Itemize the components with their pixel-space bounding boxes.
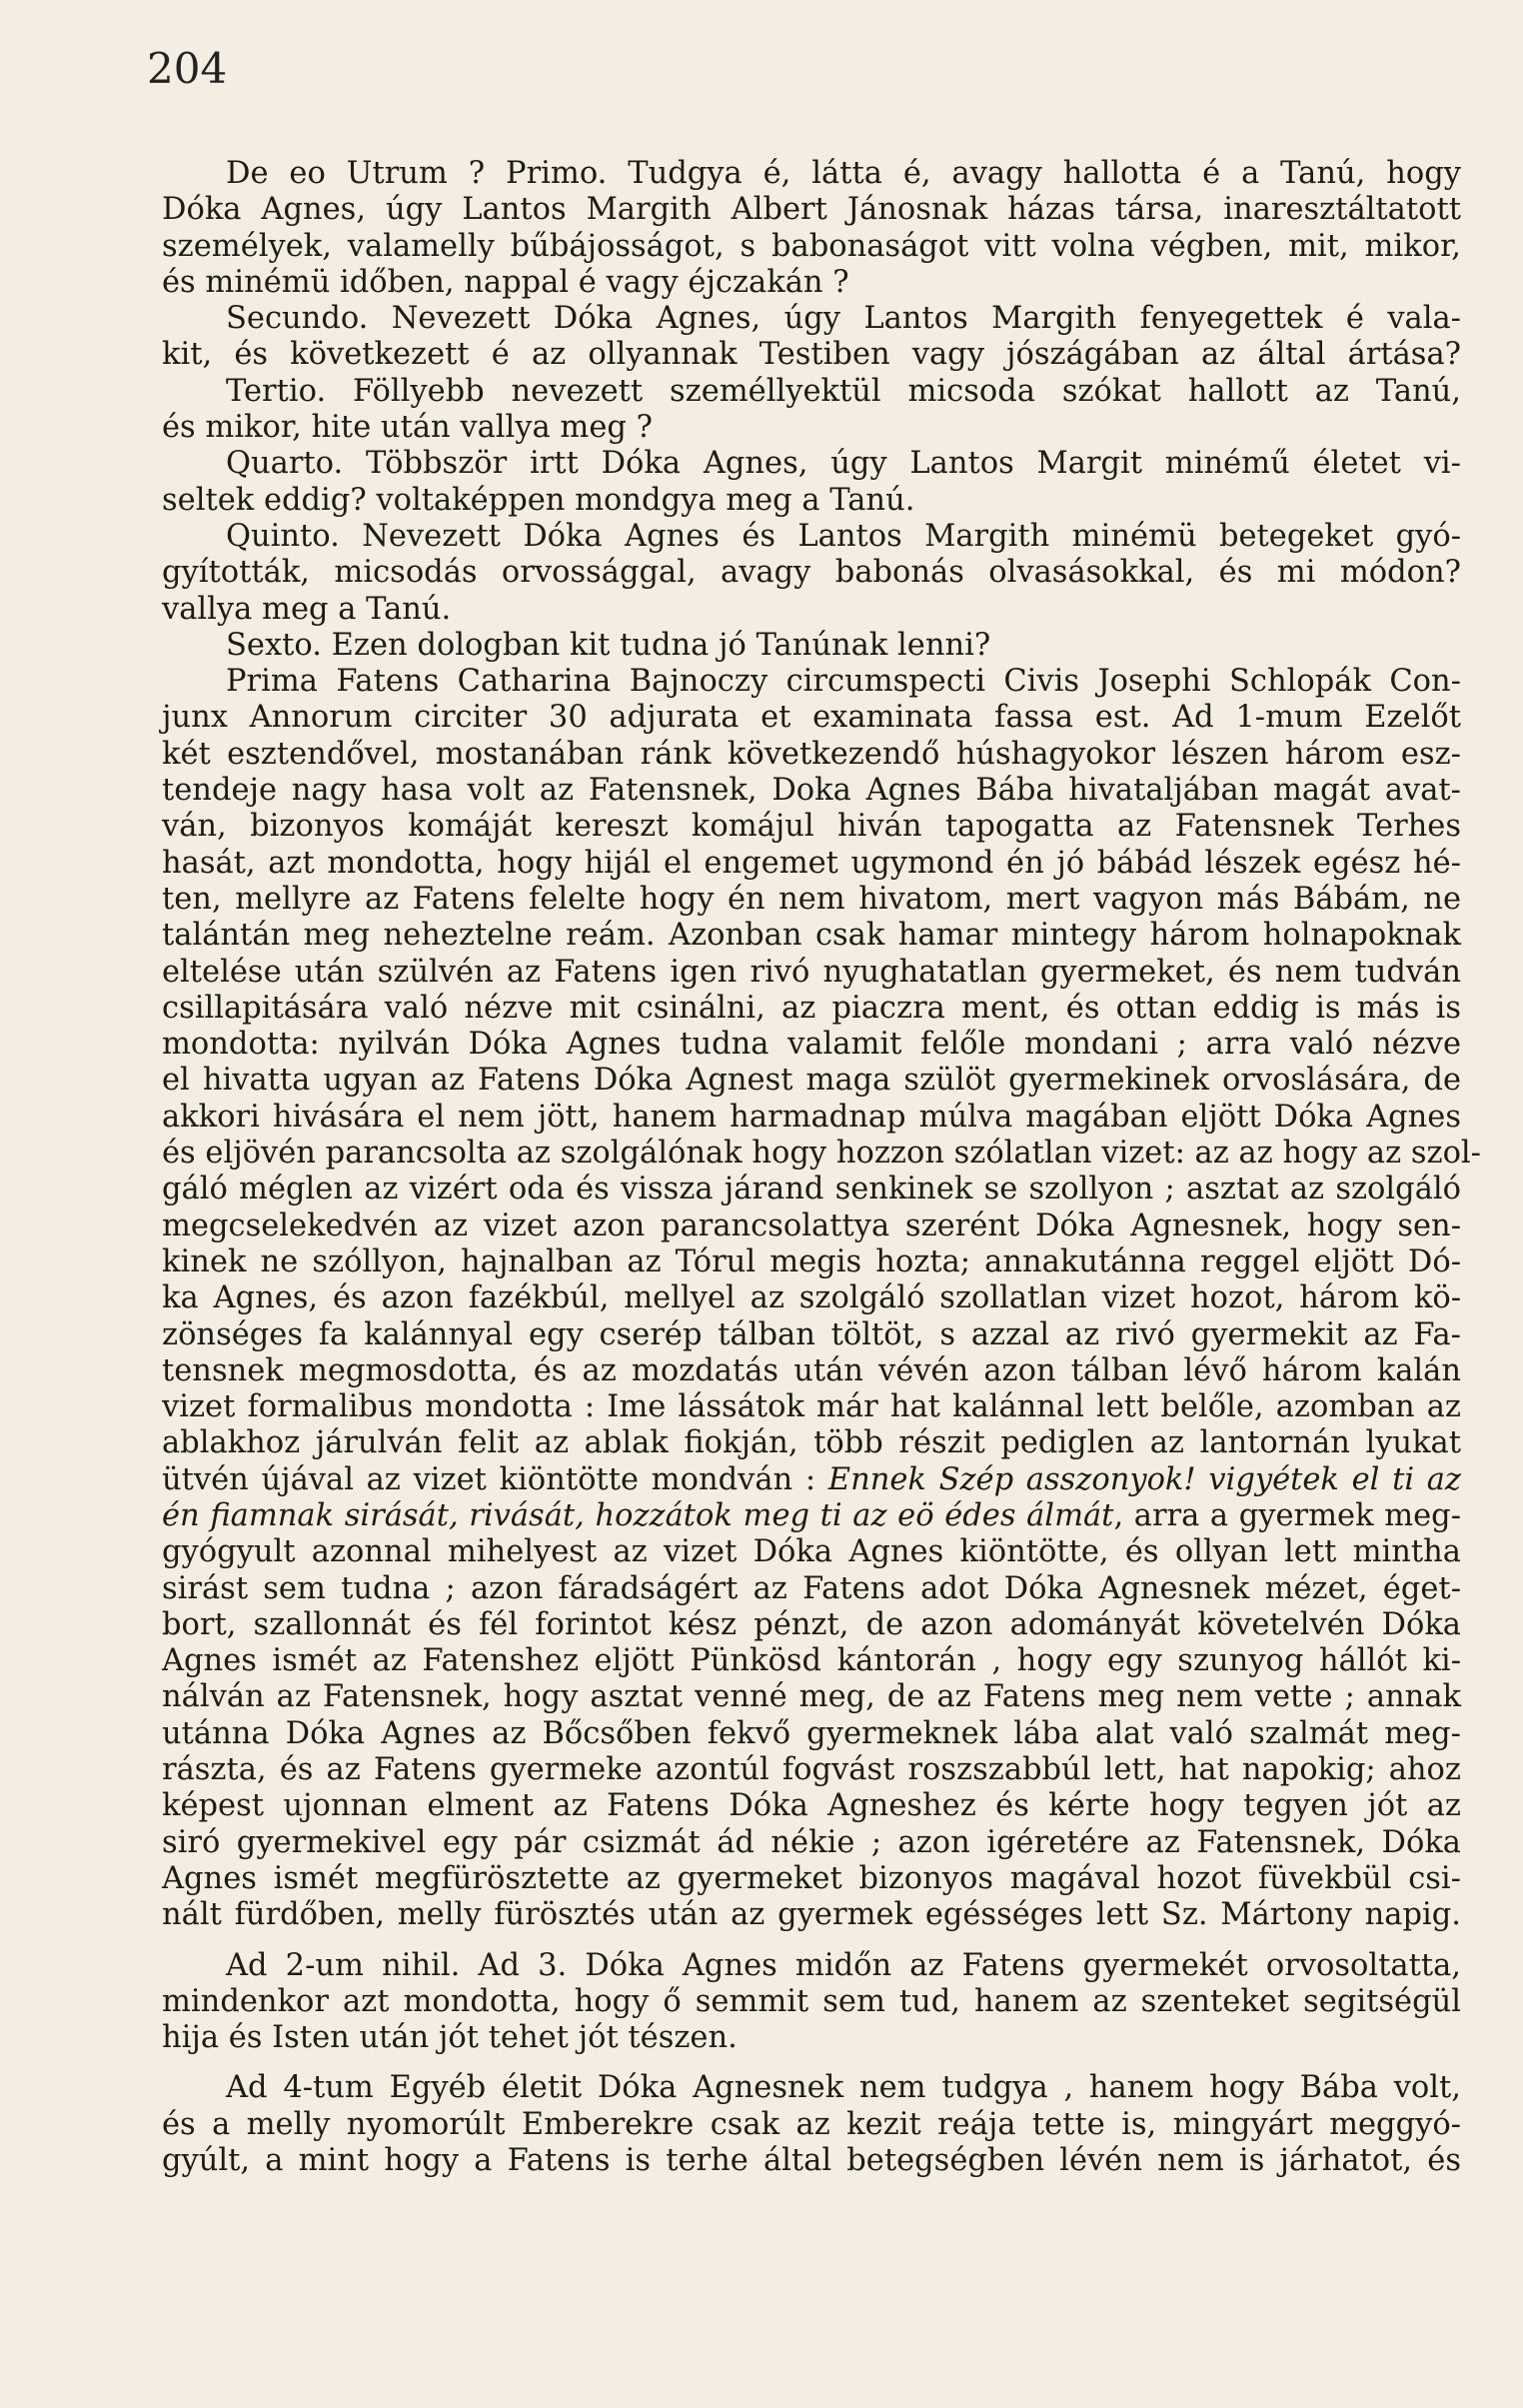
text-line: vallya meg a Tanú. (162, 591, 452, 627)
text-line: kit, és következett é az ollyannak Testiben vagy jószágában az által ártása? (162, 337, 1461, 373)
body-text (162, 156, 1481, 2179)
text-fragment: ütvén újával az vizet kiöntötte mondván : (162, 1461, 816, 1497)
text-line: rászta, és az Fatens gyermeke azontúl fogvást roszszabbúl lett, hat napokig; ahoz (162, 1752, 1461, 1788)
paragraph-gap (162, 2056, 1461, 2070)
text-line: Ad 2-um nihil. Ad 3. Dóka Agnes midőn az Fatens gyermekét orvosoltatta, (226, 1947, 1461, 1983)
text-line: tendeje nagy hasa volt az Fatensnek, Doka Agnes Bába hivataljában magát avat- (162, 773, 1461, 809)
italic-quote: én fiamnak sirását, rivását, hozzátok meg ti az eö édes álmát (162, 1497, 1114, 1533)
text-line: De eo Utrum ? Primo. Tudgya é, látta é, avagy hallotta é a Tanú, hogy (226, 156, 1461, 191)
text-line: el hivatta ugyan az Fatens Dóka Agnest maga szülöt gyermekinek orvoslására, de (162, 1063, 1461, 1099)
italic-quote: Ennek Szép asszonyok! vigyétek el ti az (815, 1461, 1461, 1497)
text-line: hasát, azt mondotta, hogy hijál el engemet ugymond én jó bábád lészek egész hé- (162, 845, 1461, 881)
text-line: Tertio. Föllyebb nevezett személlyektül micsoda szókat hallott az Tanú, (226, 373, 1461, 409)
text-line: megcselekedvén az vizet azon parancsolattya szerént Dóka Agnesnek, hogy sen- (162, 1207, 1461, 1243)
text-line: gáló méglen az vizért oda és vissza járand senkinek se szollyon ; asztat az szolgáló (162, 1172, 1461, 1207)
text-line: gyógyult azonnal mihelyest az vizet Dóka Agnes kiöntötte, és ollyan lett mintha (162, 1534, 1461, 1570)
paragraph-gap (162, 1934, 1461, 1948)
text-line: ablakhoz járulván felit az ablak fiokján, több részit pediglen az lantornán lyukat (162, 1425, 1461, 1461)
text-line: ván, bizonyos komáját kereszt komájul hiván tapogatta az Fatensnek Terhes (162, 809, 1461, 845)
text-line: Ad 4-tum Egyéb életit Dóka Agnesnek nem tudgya , hanem hogy Bába volt, (226, 2070, 1461, 2106)
text-line: mondotta: nyilván Dóka Agnes tudna valamit felőle mondani ; arra való nézve (162, 1027, 1461, 1063)
text-line: akkori hivására el nem jött, hanem harmadnap múlva magában eljött Dóka Agnes (162, 1099, 1461, 1135)
text-line: ka Agnes, és azon fazékbúl, mellyel az szolgáló szollatlan vizet hozot, három kö- (162, 1280, 1461, 1316)
text-line: Sexto. Ezen dologban kit tudna jó Tanúnak lenni? (226, 627, 991, 663)
text-line: mindenkor azt mondotta, hogy ő semmit sem tud, hanem az szenteket segitségül (162, 1983, 1461, 2019)
text-line: bort, szallonnát és fél forintot kész pénzt, de azon adományát követelvén Dóka (162, 1606, 1461, 1642)
text-line: hija és Isten után jót tehet jót tészen. (162, 2020, 738, 2056)
text-line: Quinto. Nevezett Dóka Agnes és Lantos Margith minémü betegeket gyó- (226, 518, 1461, 554)
text-line: talántán meg neheztelne reám. Azonban csak hamar mintegy három holnapoknak (162, 918, 1461, 954)
text-line: eltelése után szülvén az Fatens igen rivó nyughatatlan gyermeket, és nem tudván (162, 954, 1461, 990)
text-line: nált fürdőben, melly fürösztés után az gyermek egésséges lett Sz. Mártony napig. (162, 1897, 1461, 1933)
text-line: siró gyermekivel egy pár csizmát ád nékie ; azon igéretére az Fatensnek, Dóka (162, 1824, 1461, 1860)
text-line: két esztendővel, mostanában ránk következendő húshagyokor lészen három esz- (162, 736, 1461, 772)
text-line: gyúlt, a mint hogy a Fatens is terhe által betegségben lévén nem is járhatot, és (162, 2143, 1461, 2179)
text-line: Prima Fatens Catharina Bajnoczy circumspecti Civis Josephi Schlopák Con- (226, 664, 1461, 700)
text-line: kinek ne szóllyon, hajnalban az Tórul megis hozta; annakutánna reggel eljött Dó- (162, 1243, 1461, 1279)
text-line (162, 1498, 1461, 1534)
text-line: Dóka Agnes, úgy Lantos Margith Albert Jánosnak házas társa, inaresztáltatott (162, 192, 1461, 228)
text-line: Quarto. Többször irtt Dóka Agnes, úgy Lantos Margit minémű életet vi- (226, 446, 1461, 482)
text-line: csillapitására való nézve mit csinálni, az piaczra ment, és ottan eddig is más is (162, 990, 1461, 1026)
text-fragment: , arra a gyermek meg- (1113, 1497, 1462, 1533)
text-line: ten, mellyre az Fatens felelte hogy én nem hivatom, mert vagyon más Bábám, ne (162, 881, 1461, 917)
text-line: zönséges fa kalánnyal egy cserép tálban töltöt, s azzal az rivó gyermekit az Fa- (162, 1316, 1461, 1352)
text-line: junx Annorum circiter 30 adjurata et examinata fassa est. Ad 1-mum Ezelőt (162, 700, 1461, 736)
text-line: gyították, micsodás orvossággal, avagy babonás olvasásokkal, és mi módon? (162, 555, 1461, 591)
text-line: Agnes ismét az Fatenshez eljött Pünkösd kántorán , hogy egy szunyog hállót ki- (162, 1643, 1461, 1679)
text-line: és mikor, hite után vallya meg ? (162, 410, 653, 446)
text-line: seltek eddig? voltaképpen mondgya meg a Tanú. (162, 482, 915, 518)
page-number: 204 (147, 44, 228, 93)
text-line: utánna Dóka Agnes az Bőcsőben fekvő gyermeknek lába alat való szalmát meg- (162, 1715, 1461, 1751)
text-line: Agnes ismét megfürösztette az gyermeket bizonyos magával hozot füvekbül csi- (162, 1860, 1461, 1896)
text-line: vizet formalibus mondotta : Ime lássátok már hat kalánnal lett belőle, azomban az (162, 1389, 1461, 1425)
text-line (162, 1462, 1461, 1498)
text-line: személyek, valamelly bűbájosságot, s babonaságot vitt volna végben, mit, mikor, (162, 228, 1461, 264)
text-line: és minémü időben, nappal é vagy éjczakán ? (162, 264, 849, 300)
text-line: és a melly nyomorúlt Emberekre csak az kezit reája tette is, mingyárt meggyó- (162, 2106, 1461, 2142)
text-line: tensnek megmosdotta, és az mozdatás után vévén azon tálban lévő három kalán (162, 1352, 1461, 1388)
text-line: Secundo. Nevezett Dóka Agnes, úgy Lantos Margith fenyegettek é vala- (226, 301, 1461, 337)
text-line: nálván az Fatensnek, hogy asztat venné meg, de az Fatens meg nem vette ; annak (162, 1679, 1461, 1715)
text-line: képest ujonnan elment az Fatens Dóka Agneshez és kérte hogy tegyen jót az (162, 1788, 1461, 1824)
text-line: és eljövén parancsolta az szolgálónak hogy hozzon szólatlan vizet: az az hogy az szol- (162, 1136, 1481, 1172)
text-line: sirást sem tudna ; azon fáradságért az Fatens adot Dóka Agnesnek mézet, éget- (162, 1570, 1461, 1606)
